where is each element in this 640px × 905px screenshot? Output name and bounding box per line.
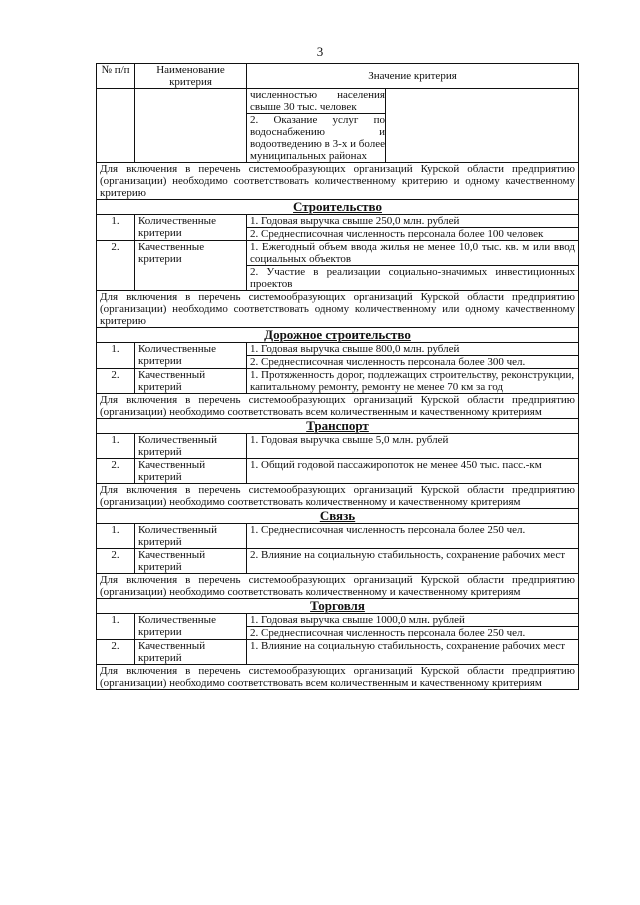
row-name: Качественный критерий <box>135 640 247 665</box>
rule-row <box>97 291 579 328</box>
section-title-row <box>97 200 579 215</box>
rule-text: Для включения в перечень системообразующих организаций Курской области предприятию (организации) необходимо соответствовать всем количественным и качественному критериям <box>97 394 579 419</box>
section-title: Связь <box>97 509 579 524</box>
row-values <box>247 614 579 640</box>
criteria-table <box>96 63 579 690</box>
row-num: 2. <box>97 241 135 291</box>
continuation-item: 2. Оказание услуг по водоснабжению и водоотведению в 3-х и более муниципальных районах <box>247 113 386 162</box>
row-values <box>247 459 579 484</box>
table-row <box>97 640 579 665</box>
table-row <box>97 614 579 640</box>
section-title: Транспорт <box>97 419 579 434</box>
row-values <box>247 524 579 549</box>
row-name: Качественный критерий <box>135 369 247 394</box>
section-title-row <box>97 599 579 614</box>
row-num: 2. <box>97 459 135 484</box>
row-values <box>247 434 579 459</box>
row-value: 2. Среднесписочная численность персонала более 250 чел. <box>247 626 578 639</box>
section-title-row <box>97 419 579 434</box>
continuation-value <box>247 89 579 163</box>
row-value: 1. Годовая выручка свыше 5,0 млн. рублей <box>250 434 449 446</box>
table-row <box>97 459 579 484</box>
row-value: 1. Ежегодный объем ввода жилья не менее 10,0 тыс. кв. м или ввод социальных объектов <box>250 241 575 265</box>
row-name: Количественный критерий <box>135 434 247 459</box>
table-row <box>97 241 579 291</box>
section-title: Дорожное строительство <box>97 328 579 343</box>
row-num: 1. <box>97 614 135 640</box>
row-value: 1. Годовая выручка свыше 250,0 млн. рублей <box>250 215 460 227</box>
table-row <box>97 343 579 369</box>
row-value: 2. Влияние на социальную стабильность, сохранение рабочих мест <box>250 549 566 561</box>
table-row <box>97 524 579 549</box>
rule-row <box>97 574 579 599</box>
continuation-num <box>97 89 135 163</box>
row-num: 1. <box>97 434 135 459</box>
row-value: 1. Среднесписочная численность персонала более 250 чел. <box>250 524 526 536</box>
continuation-name <box>135 89 247 163</box>
rule-text: Для включения в перечень системообразующих организаций Курской области предприятию (организации) необходимо соответствовать количественному и качественному критериям <box>97 484 579 509</box>
header-num: № п/п <box>97 64 135 89</box>
table-row <box>97 369 579 394</box>
row-value: 2. Среднесписочная численность персонала более 100 человек <box>247 227 578 240</box>
continuation-row <box>97 89 579 163</box>
rule-row <box>97 163 579 200</box>
row-name: Качественный критерий <box>135 459 247 484</box>
row-value: 1. Общий годовой пассажиропоток не менее 450 тыс. пасс.-км <box>250 459 542 471</box>
page-number: 3 <box>316 44 324 59</box>
row-values <box>247 215 579 241</box>
row-value: 2. Участие в реализации социально-значимых инвестиционных проектов <box>247 265 578 290</box>
row-values <box>247 343 579 369</box>
table-row <box>97 434 579 459</box>
row-num: 2. <box>97 369 135 394</box>
section-title: Торговля <box>97 599 579 614</box>
rule-text: Для включения в перечень системообразующих организаций Курской области предприятию (организации) необходимо соответствовать количественному критерию и одному качественному критерию <box>97 163 579 200</box>
rule-row <box>97 394 579 419</box>
row-values <box>247 549 579 574</box>
section-title: Строительство <box>97 200 579 215</box>
row-num: 1. <box>97 524 135 549</box>
row-name: Количественный критерий <box>135 524 247 549</box>
row-name: Количественные критерии <box>135 614 247 640</box>
row-name: Качественные критерии <box>135 241 247 291</box>
rule-text: Для включения в перечень системообразующих организаций Курской области предприятию (организации) необходимо соответствовать количественному и качественному критериям <box>97 574 579 599</box>
row-num: 2. <box>97 549 135 574</box>
section-title-row <box>97 509 579 524</box>
row-values <box>247 640 579 665</box>
row-num: 1. <box>97 215 135 241</box>
rule-row <box>97 665 579 690</box>
row-value: 1. Протяженность дорог, подлежащих строительству, реконструкции, капитальному ремонту, ремонту не менее 70 км за год <box>250 369 575 393</box>
row-name: Количественные критерии <box>135 343 247 369</box>
row-num: 2. <box>97 640 135 665</box>
table-header-row <box>97 64 579 89</box>
continuation-item: численностью населения свыше 30 тыс. человек <box>247 89 386 113</box>
row-values <box>247 369 579 394</box>
header-value: Значение критерия <box>247 64 579 89</box>
row-values <box>247 241 579 291</box>
table-row <box>97 215 579 241</box>
row-num: 1. <box>97 343 135 369</box>
rule-row <box>97 484 579 509</box>
row-value: 1. Годовая выручка свыше 800,0 млн. рублей <box>250 343 460 355</box>
row-name: Количественные критерии <box>135 215 247 241</box>
rule-text: Для включения в перечень системообразующих организаций Курской области предприятию (организации) необходимо соответствовать одному количественному или одному качественному критерию <box>97 291 579 328</box>
row-name: Качественный критерий <box>135 549 247 574</box>
section-title-row <box>97 328 579 343</box>
row-value: 2. Среднесписочная численность персонала более 300 чел. <box>247 355 578 368</box>
table-row <box>97 549 579 574</box>
row-value: 1. Годовая выручка свыше 1000,0 млн. рублей <box>250 614 465 626</box>
header-name: Наименование критерия <box>135 64 247 89</box>
row-value: 1. Влияние на социальную стабильность, сохранение рабочих мест <box>250 640 566 652</box>
rule-text: Для включения в перечень системообразующих организаций Курской области предприятию (организации) необходимо соответствовать всем количественным и качественному критериям <box>97 665 579 690</box>
